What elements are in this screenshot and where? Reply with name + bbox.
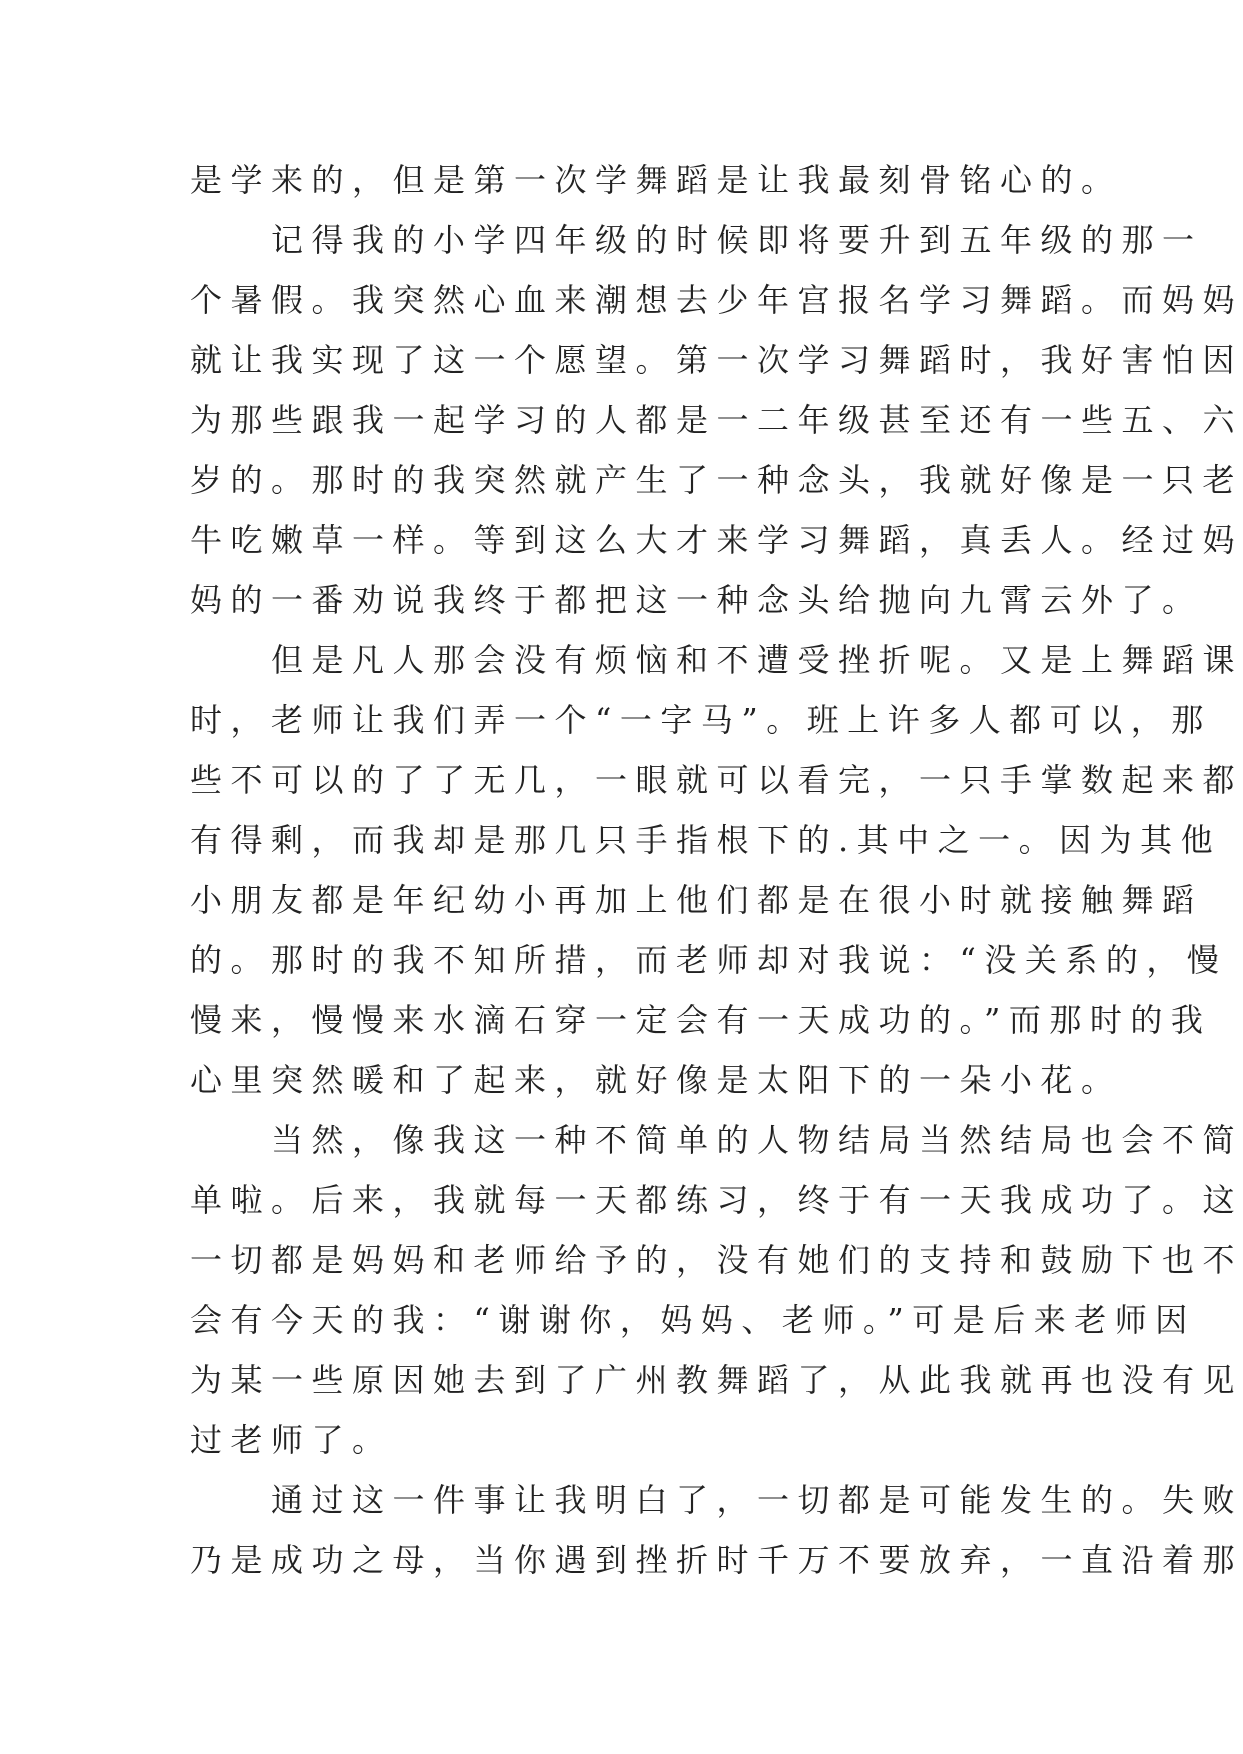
- text-line: 为那些跟我一起学习的人都是一二年级甚至还有一些五、六: [190, 401, 1243, 439]
- text-line: 就让我实现了这一个愿望。第一次学习舞蹈时，我好害怕因: [190, 341, 1243, 379]
- text-line: 一切都是妈妈和老师给予的，没有她们的支持和鼓励下也不: [190, 1241, 1243, 1279]
- text-line: 时，老师让我们弄一个“一字马”。班上许多人都可以，那: [190, 701, 1212, 739]
- text-line: 的。那时的我不知所措，而老师却对我说：“没关系的，慢: [190, 941, 1228, 979]
- paragraph-first-line: 当然，像我这一种不简单的人物结局当然结局也会不简: [271, 1121, 1243, 1159]
- text-line: 妈的一番劝说我终于都把这一种念头给抛向九霄云外了。: [190, 581, 1203, 619]
- text-line: 慢来，慢慢来水滴石穿一定会有一天成功的。”而那时的我: [190, 1001, 1212, 1039]
- text-line: 是学来的，但是第一次学舞蹈是让我最刻骨铭心的。: [190, 161, 1122, 199]
- text-line: 岁的。那时的我突然就产生了一种念头，我就好像是一只老: [190, 461, 1243, 499]
- text-line: 些不可以的了了无几，一眼就可以看完，一只手掌数起来都: [190, 761, 1243, 799]
- text-line: 小朋友都是年纪幼小再加上他们都是在很小时就接触舞蹈: [190, 881, 1203, 919]
- document-body: [190, 150, 1243, 1590]
- text-line: 会有今天的我：“谢谢你，妈妈、老师。”可是后来老师因: [190, 1301, 1196, 1339]
- paragraph-first-line: 但是凡人那会没有烦恼和不遭受挫折呢。又是上舞蹈课: [271, 641, 1243, 679]
- text-line: 单啦。后来，我就每一天都练习，终于有一天我成功了。这: [190, 1181, 1243, 1219]
- paragraph-first-line: 通过这一件事让我明白了，一切都是可能发生的。失败: [271, 1481, 1243, 1519]
- text-line: 个暑假。我突然心血来潮想去少年宫报名学习舞蹈。而妈妈: [190, 281, 1243, 319]
- text-line: 乃是成功之母，当你遇到挫折时千万不要放弃，一直沿着那: [190, 1541, 1243, 1579]
- text-line: 过老师了。: [190, 1421, 393, 1459]
- text-line: 心里突然暖和了起来，就好像是太阳下的一朵小花。: [190, 1061, 1122, 1099]
- text-line: 为某一些原因她去到了广州教舞蹈了，从此我就再也没有见: [190, 1361, 1243, 1399]
- text-line: 牛吃嫩草一样。等到这么大才来学习舞蹈，真丢人。经过妈: [190, 521, 1243, 559]
- text-line: 有得剩，而我却是那几只手指根下的.其中之一。因为其他: [190, 821, 1222, 859]
- paragraph-first-line: 记得我的小学四年级的时候即将要升到五年级的那一: [271, 221, 1203, 259]
